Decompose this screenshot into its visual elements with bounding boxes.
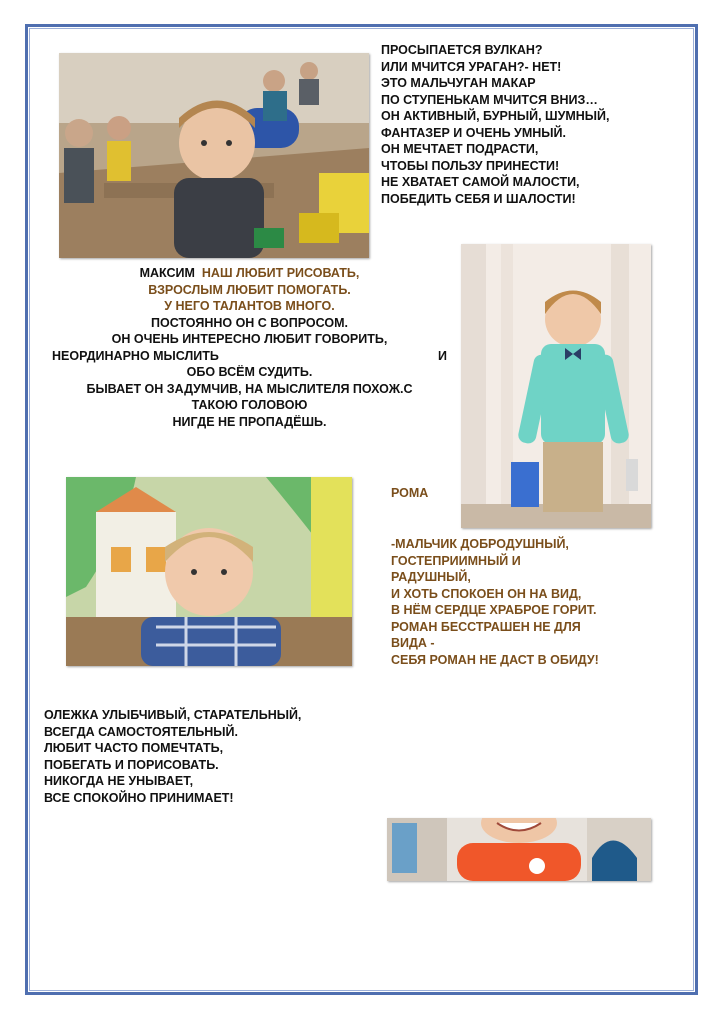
poem-line: ОБО ВСЁМ СУДИТЬ. (186, 365, 313, 379)
poem-line: ЧТОБЫ ПОЛЬЗУ ПРИНЕСТИ! (381, 158, 560, 173)
photo-roma (461, 244, 651, 528)
poem-line: ВСЕГДА САМОСТОЯТЕЛЬНЫЙ. (44, 724, 239, 739)
poem-line: У НЕГО ТАЛАНТОВ МНОГО. (164, 299, 335, 313)
poem-line: ОН МЕЧТАЕТ ПОДРАСТИ, (381, 142, 539, 156)
poem-line: ГОСТЕПРИИМНЫЙ И (391, 553, 521, 568)
poem-makar (381, 42, 681, 207)
poem-line: ПОСТОЯННО ОН С ВОПРОСОМ. (151, 315, 348, 330)
poem-line: РОМАН БЕССТРАШЕН НЕ ДЛЯ (391, 619, 581, 634)
poem-line: НИГДЕ НЕ ПРОПАДЁШЬ. (172, 414, 327, 429)
poem-line: НЕ ХВАТАЕТ САМОЙ МАЛОСТИ, (381, 175, 580, 189)
poem-line: И ХОТЬ СПОКОЕН ОН НА ВИД, (391, 586, 582, 601)
poem-line: ЛЮБИТ ЧАСТО ПОМЕЧТАТЬ, (44, 741, 224, 755)
name-roma: РОМА (391, 486, 429, 500)
poem-line: СЕБЯ РОМАН НЕ ДАСТ В ОБИДУ! (391, 652, 599, 667)
poem-line: БЫВАЕТ ОН ЗАДУМЧИВ, НА МЫСЛИТЕЛЯ ПОХОЖ.С (86, 381, 413, 396)
poem-maxim (52, 265, 447, 430)
poem-line: ПОБЕДИТЬ СЕБЯ И ШАЛОСТИ! (381, 191, 576, 206)
poem-roma (391, 536, 681, 668)
poem-line: ФАНТАЗЕР И ОЧЕНЬ УМНЫЙ. (381, 125, 566, 140)
poem-line: ВЗРОСЛЫМ ЛЮБИТ ПОМОГАТЬ. (148, 282, 351, 297)
poem-line: ОН АКТИВНЫЙ, БУРНЫЙ, ШУМНЫЙ, (381, 109, 610, 123)
poem-line: НЕОРДИНАРНО МЫСЛИТЬ (52, 348, 219, 363)
photo-makar (59, 53, 369, 258)
poem-line: ОН ОЧЕНЬ ИНТЕРЕСНО ЛЮБИТ ГОВОРИТЬ, (111, 332, 388, 346)
poem-line: ВИДА - (391, 636, 435, 650)
poem-line: ТАКОЮ ГОЛОВОЮ (191, 398, 308, 412)
poem-line: ПОБЕГАТЬ И ПОРИСОВАТЬ. (44, 757, 219, 772)
poem-line: ИЛИ МЧИТСЯ УРАГАН?- НЕТ! (381, 59, 562, 74)
poem-line: НИКОГДА НЕ УНЫВАЕТ, (44, 774, 194, 788)
poem-line: ВСЕ СПОКОЙНО ПРИНИМАЕТ! (44, 790, 234, 805)
poem-olezhka (44, 707, 364, 806)
poem-line: ПРОСЫПАЕТСЯ ВУЛКАН? (381, 43, 543, 57)
poem-line: В НЁМ СЕРДЦЕ ХРАБРОЕ ГОРИТ. (391, 603, 597, 617)
poem-line: ОЛЕЖКА УЛЫБЧИВЫЙ, СТАРАТЕЛЬНЫЙ, (44, 708, 302, 722)
poem-line: НАШ ЛЮБИТ РИСОВАТЬ, (201, 266, 360, 280)
photo-oleg (66, 477, 352, 666)
poem-line: РАДУШНЫЙ, (391, 570, 471, 584)
name-maxim: МАКСИМ (139, 266, 195, 280)
poem-line: И (438, 348, 447, 363)
poem-line: -МАЛЬЧИК ДОБРОДУШНЫЙ, (391, 537, 569, 551)
photo-smiling-boy (387, 818, 651, 881)
poem-line: ЭТО МАЛЬЧУГАН МАКАР (381, 76, 536, 90)
poem-line: ПО СТУПЕНЬКАМ МЧИТСЯ ВНИЗ… (381, 92, 598, 107)
